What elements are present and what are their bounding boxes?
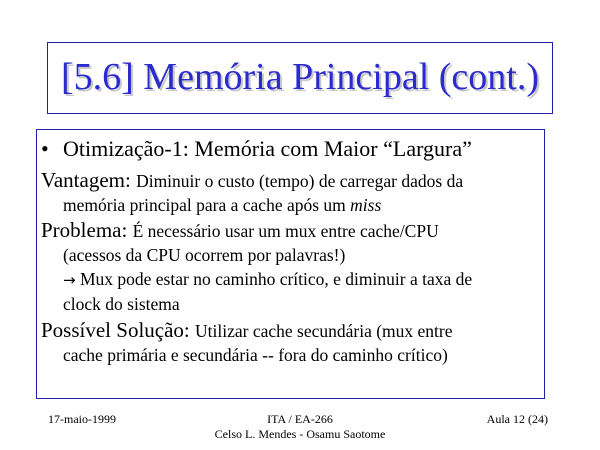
solucao-paragraph bbox=[41, 318, 540, 367]
vantagem-italic: miss bbox=[350, 195, 382, 215]
vantagem-text: Diminuir o custo (tempo) de carregar dados da bbox=[136, 171, 464, 191]
problema-text: É necessário usar um mux entre cache/CPU bbox=[132, 221, 439, 241]
vantagem-paragraph bbox=[41, 168, 540, 217]
footer-date: 17-maio-1999 bbox=[48, 412, 116, 426]
vantagem-continuation: memória principal para a cache após um bbox=[63, 195, 351, 215]
footer-page: Aula 12 (24) bbox=[486, 412, 548, 426]
bullet-text: Otimização-1: Memória com Maior “Largura” bbox=[63, 136, 472, 161]
solucao-continuation: cache primária e secundária -- fora do caminho crítico) bbox=[63, 345, 448, 365]
problema-line-3-text: Mux pode estar no caminho crítico, e diminuir a taxa de bbox=[75, 269, 473, 289]
problema-label: Problema: bbox=[41, 218, 128, 242]
bullet-icon: • bbox=[41, 136, 49, 161]
vantagem-label: Vantagem: bbox=[41, 168, 131, 192]
problema-line-2: (acessos da CPU ocorrem por palavras!) bbox=[63, 245, 346, 265]
title-box bbox=[47, 42, 553, 114]
problema-paragraph bbox=[41, 218, 540, 316]
solucao-label: Possível Solução: bbox=[41, 318, 190, 342]
slide-title: [5.6] Memória Principal (cont.) bbox=[60, 56, 540, 98]
footer-course: ITA / EA-266 bbox=[267, 412, 333, 426]
problema-line-4: clock do sistema bbox=[63, 294, 180, 314]
content-box bbox=[36, 129, 545, 399]
arrow-icon: → bbox=[63, 271, 76, 289]
bullet-item bbox=[41, 136, 472, 162]
footer-authors: Celso L. Mendes - Osamu Saotome bbox=[214, 427, 386, 441]
solucao-text: Utilizar cache secundária (mux entre bbox=[195, 321, 453, 341]
problema-line-3 bbox=[41, 267, 540, 292]
